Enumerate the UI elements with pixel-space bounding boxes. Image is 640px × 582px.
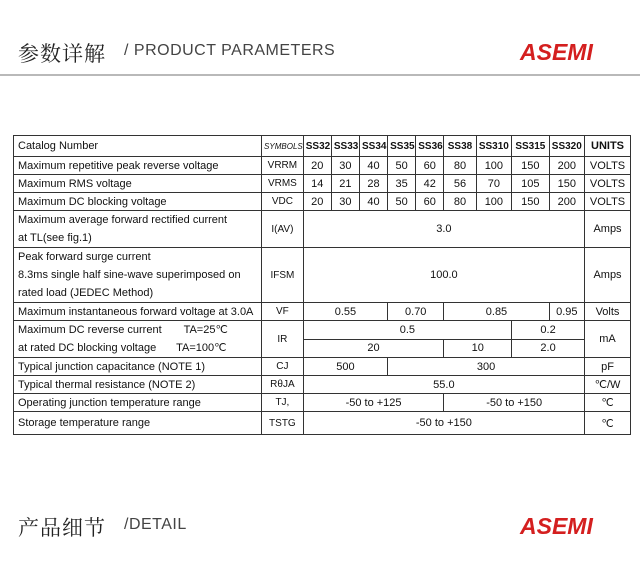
param-label: Typical thermal resistance (NOTE 2) xyxy=(14,376,262,394)
param-label: Maximum instantaneous forward voltage at 3.0A xyxy=(14,303,262,321)
value-cell: 42 xyxy=(416,175,444,193)
param-label: Maximum RMS voltage xyxy=(14,175,262,193)
table-header-row xyxy=(14,136,631,157)
param-label: Maximum DC blocking voltage xyxy=(14,193,262,211)
param-label xyxy=(14,211,262,248)
model-header: SS310 xyxy=(476,136,511,157)
table-row-tj xyxy=(14,394,631,412)
value-cell: 60 xyxy=(416,193,444,211)
svg-text:ASEMI: ASEMI xyxy=(520,39,593,65)
unit-cell: VOLTS xyxy=(585,157,631,175)
param-line: at TL(see fig.1) xyxy=(18,232,92,244)
param-line xyxy=(18,321,259,339)
catalog-number-header: Catalog Number xyxy=(14,136,262,157)
value-cell: 300 xyxy=(388,358,585,376)
table-row-ifsm xyxy=(14,248,631,303)
value-cell: 20 xyxy=(303,157,331,175)
table-row-vrms xyxy=(14,175,631,193)
value-cell: 56 xyxy=(444,175,476,193)
value-cell: 21 xyxy=(331,175,359,193)
value-cell: 500 xyxy=(303,358,387,376)
value-cell: 28 xyxy=(359,175,387,193)
value-cell: 100 xyxy=(476,157,511,175)
symbol-cell: CJ xyxy=(262,358,304,376)
param-text: at rated DC blocking voltage xyxy=(18,342,157,354)
value-cell: 3.0 xyxy=(303,211,584,248)
unit-cell: ℃ xyxy=(585,394,631,412)
symbol-cell: TSTG xyxy=(262,412,304,435)
value-cell: 14 xyxy=(303,175,331,193)
symbol-cell: IR xyxy=(262,321,304,358)
param-label: Maximum repetitive peak reverse voltage xyxy=(14,157,262,175)
table-row-iav xyxy=(14,211,631,248)
section-header-parameters xyxy=(0,38,640,108)
value-cell: 80 xyxy=(444,193,476,211)
table-row-rth xyxy=(14,376,631,394)
value-cell: 50 xyxy=(388,193,416,211)
model-header: SS320 xyxy=(549,136,584,157)
symbol-cell: VRRM xyxy=(262,157,304,175)
param-label xyxy=(14,248,262,303)
table-row-ir-25 xyxy=(14,321,631,340)
table-row-vdc xyxy=(14,193,631,211)
symbol-cell: VF xyxy=(262,303,304,321)
unit-cell: Volts xyxy=(585,303,631,321)
value-cell: 0.2 xyxy=(512,321,585,340)
unit-cell: ℃ xyxy=(585,412,631,435)
value-cell: 150 xyxy=(549,175,584,193)
table-row-cj xyxy=(14,358,631,376)
value-cell: 0.55 xyxy=(303,303,387,321)
symbol-cell: RθJA xyxy=(262,376,304,394)
symbol-cell: VRMS xyxy=(262,175,304,193)
value-cell: 30 xyxy=(331,193,359,211)
model-header: SS35 xyxy=(388,136,416,157)
svg-text:ASEMI: ASEMI xyxy=(520,513,593,539)
param-line: rated load (JEDEC Method) xyxy=(18,287,154,299)
section-title-cn: 产品细节 xyxy=(18,516,106,540)
value-cell: 0.85 xyxy=(444,303,549,321)
unit-cell: pF xyxy=(585,358,631,376)
value-cell: 50 xyxy=(388,157,416,175)
model-header: SS34 xyxy=(359,136,387,157)
param-label: Operating junction temperature range xyxy=(14,394,262,412)
value-cell: 0.5 xyxy=(303,321,511,340)
value-cell: 60 xyxy=(416,157,444,175)
unit-cell: Amps xyxy=(585,211,631,248)
value-cell: 40 xyxy=(359,157,387,175)
param-line xyxy=(18,339,259,357)
value-cell: 20 xyxy=(303,339,444,358)
value-cell: 100 xyxy=(476,193,511,211)
param-line: Peak forward surge current xyxy=(18,251,151,263)
param-line: 8.3ms single half sine-wave superimposed on xyxy=(18,269,241,281)
model-header: SS315 xyxy=(512,136,550,157)
param-line: Maximum average forward rectified current xyxy=(18,214,228,226)
symbol-cell: I(AV) xyxy=(262,211,304,248)
value-cell: 30 xyxy=(331,157,359,175)
value-cell: 20 xyxy=(303,193,331,211)
symbols-header: SYMBOLS xyxy=(262,136,304,157)
asemi-logo xyxy=(518,38,614,68)
value-cell: -50 to +150 xyxy=(303,412,584,435)
value-cell: 100.0 xyxy=(303,248,584,303)
value-cell: 40 xyxy=(359,193,387,211)
section-title-en: / PRODUCT PARAMETERS xyxy=(124,42,336,59)
symbol-cell: VDC xyxy=(262,193,304,211)
value-cell: 105 xyxy=(512,175,550,193)
value-cell: 0.70 xyxy=(388,303,444,321)
unit-cell: ℃/W xyxy=(585,376,631,394)
symbol-cell: TJ, xyxy=(262,394,304,412)
header-divider xyxy=(0,74,640,76)
unit-cell: mA xyxy=(585,321,631,358)
value-cell: -50 to +150 xyxy=(444,394,585,412)
param-label: Typical junction capacitance (NOTE 1) xyxy=(14,358,262,376)
unit-cell: VOLTS xyxy=(585,175,631,193)
section-title-en: /DETAIL xyxy=(124,516,187,533)
value-cell: 2.0 xyxy=(512,339,585,358)
symbol-cell: IFSM xyxy=(262,248,304,303)
value-cell: 150 xyxy=(512,157,550,175)
value-cell: 150 xyxy=(512,193,550,211)
unit-cell: Amps xyxy=(585,248,631,303)
value-cell: 200 xyxy=(549,157,584,175)
value-cell: 70 xyxy=(476,175,511,193)
units-header: UNITS xyxy=(585,136,631,157)
model-header: SS38 xyxy=(444,136,476,157)
section-title-cn: 参数详解 xyxy=(18,42,106,66)
table-row-vrrm xyxy=(14,157,631,175)
param-condition: TA=100℃ xyxy=(176,342,227,354)
section-header-detail xyxy=(0,512,640,582)
parameter-table xyxy=(13,135,631,435)
asemi-logo xyxy=(518,512,614,542)
param-text: Maximum DC reverse current xyxy=(18,324,162,336)
table-row-vf xyxy=(14,303,631,321)
value-cell: 200 xyxy=(549,193,584,211)
table-row-tstg xyxy=(14,412,631,435)
model-header: SS33 xyxy=(331,136,359,157)
param-condition: TA=25℃ xyxy=(183,324,228,336)
value-cell: -50 to +125 xyxy=(303,394,444,412)
model-header: SS36 xyxy=(416,136,444,157)
model-header: SS32 xyxy=(303,136,331,157)
param-label: Storage temperature range xyxy=(14,412,262,435)
unit-cell: VOLTS xyxy=(585,193,631,211)
value-cell: 35 xyxy=(388,175,416,193)
value-cell: 80 xyxy=(444,157,476,175)
value-cell: 55.0 xyxy=(303,376,584,394)
value-cell: 10 xyxy=(444,339,512,358)
param-label xyxy=(14,321,262,358)
value-cell: 0.95 xyxy=(549,303,584,321)
